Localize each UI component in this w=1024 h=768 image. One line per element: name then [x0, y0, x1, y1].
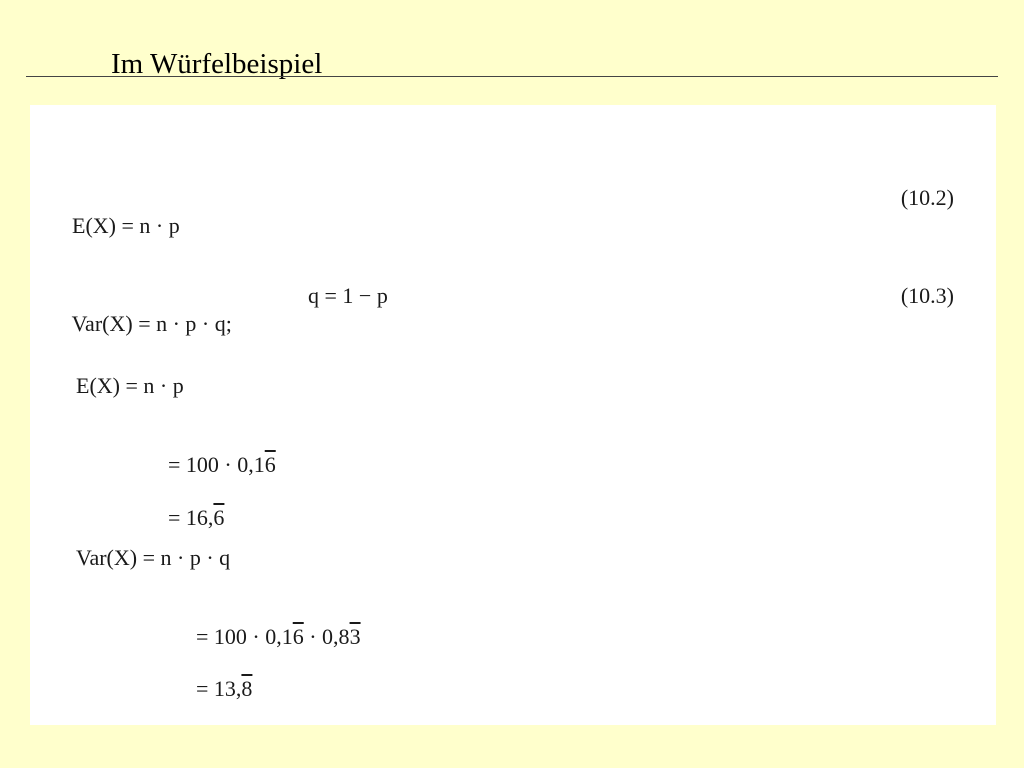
expectation-step2-repeating-digit: 6 — [213, 505, 225, 530]
expectation-formula-text: E(X) = n · p — [72, 213, 180, 238]
variance-formula — [50, 282, 232, 366]
equation-number-10-3: (10.3) — [900, 283, 954, 308]
q-definition: q = 1 − p — [308, 283, 388, 308]
variance-step1-repeating-digit-1: 6 — [292, 624, 304, 649]
slide-title: Im Würfelbeispiel — [111, 48, 323, 80]
expectation-formula — [50, 184, 180, 268]
variance-step1-part1: = 100 · 0,1 — [196, 624, 293, 649]
content-panel — [30, 105, 996, 725]
variance-calc-lhs: Var(X) = n · p · q — [76, 545, 231, 570]
variance-formula-text: Var(X) = n · p · q; — [71, 311, 232, 336]
equation-number-10-2: (10.2) — [900, 185, 954, 210]
variance-step1-repeating-digit-2: 3 — [349, 624, 361, 649]
expectation-step1-repeating-digit: 6 — [264, 452, 276, 477]
variance-step2-repeating-digit: 8 — [241, 676, 253, 701]
expectation-calc-lhs: E(X) = n · p — [76, 373, 184, 398]
title-divider — [26, 76, 998, 77]
variance-calc-step2 — [174, 647, 252, 731]
expectation-step2-prefix: = 16, — [168, 505, 214, 530]
expectation-step1-prefix: = 100 · 0,1 — [168, 452, 265, 477]
variance-step2-prefix: = 13, — [196, 676, 242, 701]
variance-step1-part2: · 0,8 — [303, 624, 350, 649]
